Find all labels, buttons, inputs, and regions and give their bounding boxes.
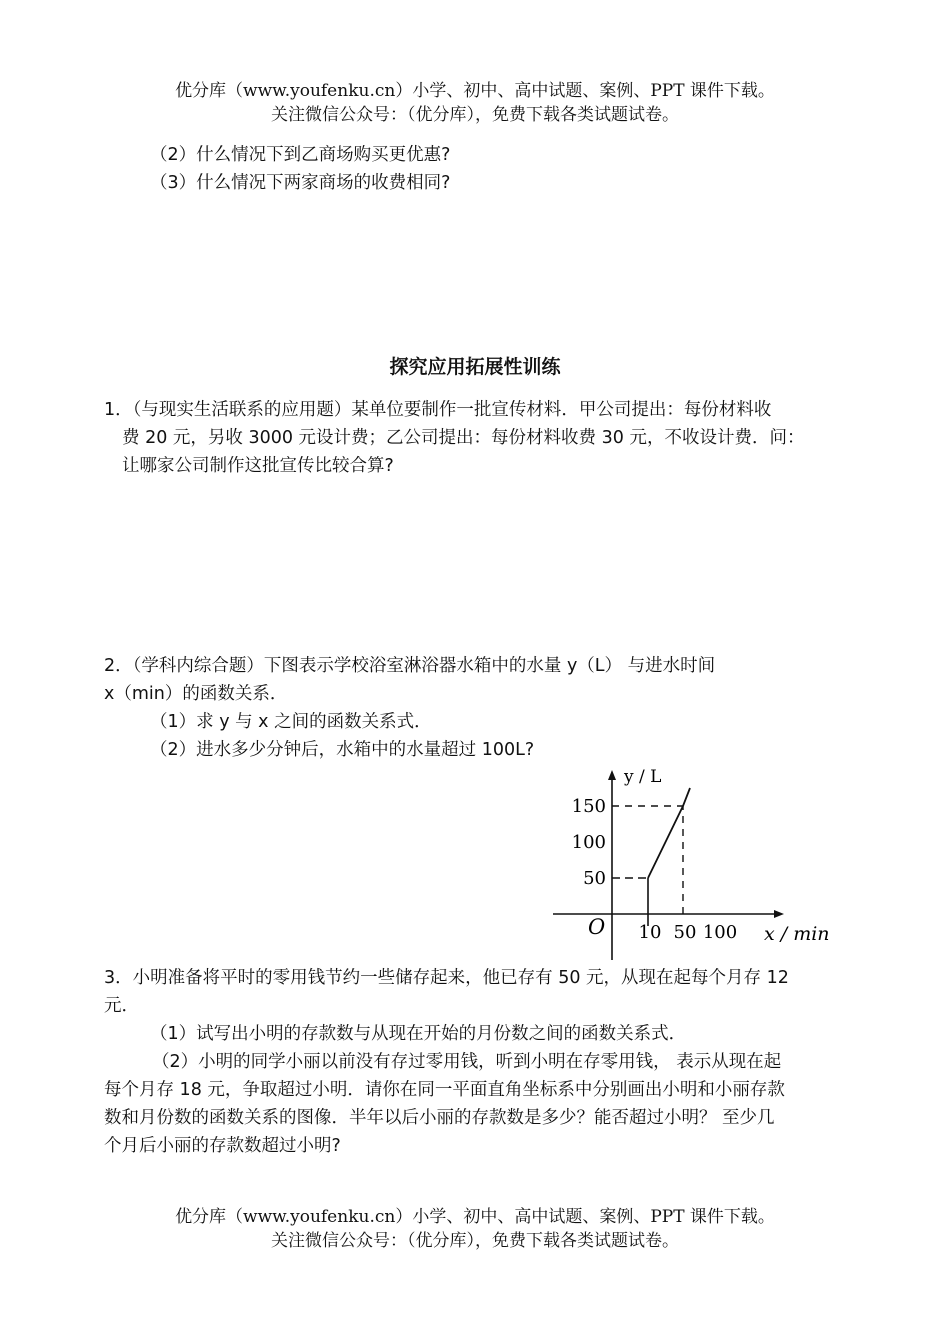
y-tick-label: 150	[571, 796, 606, 817]
prev-question-2: （2）什么情况下到乙商场购买更优惠?	[150, 145, 451, 165]
problem3-sub-1: （1）试写出小明的存款数与从现在开始的月份数之间的函数关系式．	[150, 1024, 687, 1044]
prev-question-3: （3）什么情况下两家商场的收费相同?	[150, 173, 451, 193]
y-axis-arrow	[608, 770, 616, 780]
problem3-line-2: 元．	[104, 996, 139, 1016]
problem1-line-3: 让哪家公司制作这批宣传比较合算?	[122, 456, 394, 476]
x-tick-label: 100	[702, 922, 738, 943]
y-tick-label: 50	[583, 868, 606, 889]
y-tick-label: 100	[571, 832, 606, 853]
problem2-line-1: 2．（学科内综合题）下图表示学校浴室淋浴器水箱中的水量 y（L） 与进水时间	[104, 656, 716, 676]
footer-line-2: 关注微信公众号：（优分库），免费下载各类试题试卷。	[271, 1231, 679, 1251]
problem3-line-1: 3．小明准备将平时的零用钱节约一些储存起来，他已存有 50 元，从现在起每个月存 12	[104, 968, 789, 988]
x-tick-label: 10	[638, 922, 662, 943]
problem3-sub-2-line-3: 数和月份数的函数关系的图像．半年以后小丽的存款数是多少？能否超过小明？ 至少几	[104, 1108, 775, 1128]
problem3-sub-2-line-1: （2）小明的同学小丽以前没有存过零用钱，听到小明在存零用钱， 表示从现在起	[152, 1052, 782, 1072]
origin-label: O	[588, 915, 606, 939]
problem2-line-2: x（min）的函数关系．	[104, 684, 288, 704]
problem1-line-2: 费 20 元，另收 3000 元设计费；乙公司提出：每份材料收费 30 元，不收设计费．问：	[122, 428, 805, 448]
x-axis-label: x / min	[764, 923, 830, 945]
y-axis-label: y / L	[624, 767, 662, 787]
footer-line-1: 优分库（www.youfenku.cn）小学、初中、高中试题、案例、PPT 课件下载。	[175, 1207, 775, 1227]
problem3-sub-2-line-2: 每个月存 18 元，争取超过小明．请你在同一平面直角坐标系中分别画出小明和小丽存款	[104, 1080, 785, 1100]
x-axis-arrow	[774, 910, 784, 918]
section-title: 探究应用拓展性训练	[389, 356, 561, 378]
problem2-sub-2: （2）进水多少分钟后，水箱中的水量超过 100L?	[150, 740, 535, 760]
water-volume-chart	[548, 764, 848, 964]
problem3-sub-2-line-4: 个月后小丽的存款数超过小明?	[104, 1136, 341, 1156]
problem1-line-1: 1．（与现实生活联系的应用题）某单位要制作一批宣传材料．甲公司提出：每份材料收	[104, 400, 772, 420]
header-line-1: 优分库（www.youfenku.cn）小学、初中、高中试题、案例、PPT 课件下载。	[175, 81, 775, 101]
problem2-sub-1: （1）求 y 与 x 之间的函数关系式．	[150, 712, 432, 732]
header-line-2: 关注微信公众号：（优分库），免费下载各类试题试卷。	[271, 105, 679, 125]
series-line	[648, 788, 690, 878]
x-tick-label: 50	[673, 922, 697, 943]
